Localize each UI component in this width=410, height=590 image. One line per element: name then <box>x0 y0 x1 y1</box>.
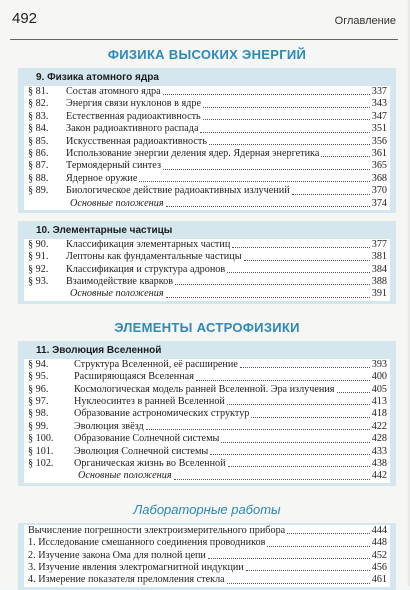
labs-entries <box>24 525 390 587</box>
toc-entry[interactable]: § 86. Использование энергии деления ядер. Ядерная энергетика 361 <box>28 147 387 159</box>
toc-summary-entry[interactable]: Основные положения 374 <box>70 197 387 209</box>
toc-entry[interactable]: 4. Измерение показателя преломления стекла 461 <box>28 574 387 586</box>
toc-entry[interactable]: § 81. Состав атомного ядра 337 <box>28 85 387 97</box>
toc-entry[interactable]: § 84. Закон радиоактивного распада 351 <box>28 123 387 135</box>
chapter-11-block <box>18 341 396 486</box>
labs-block <box>18 523 396 590</box>
toc-entry[interactable]: Вычисление погрешности электроизмерительного прибора 444 <box>28 524 387 536</box>
toc-entry[interactable]: § 83. Естественная радиоактивность 347 <box>28 110 387 122</box>
toc-entry[interactable]: § 92. Классификация и структура адронов 384 <box>28 263 387 275</box>
page-number: 492 <box>12 10 38 27</box>
toc-entry[interactable]: 1. Исследование смешанного соединения проводников 448 <box>28 537 387 549</box>
chapter-title: 9. Физика атомного ядра <box>36 72 159 83</box>
toc-entry[interactable]: § 82. Энергия связи нуклонов в ядре 343 <box>28 98 387 110</box>
toc-entry[interactable]: § 91. Лептоны как фундаментальные частицы 381 <box>28 251 387 263</box>
toc-entry[interactable]: § 87. Термоядерный синтез 365 <box>28 160 387 172</box>
chapter-entries <box>24 86 390 210</box>
toc-summary-entry[interactable]: Основные положения 391 <box>70 288 387 300</box>
toc-entry[interactable]: 3. Изучение явления электромагнитной индукции 456 <box>28 561 387 573</box>
chapter-10-block <box>18 221 396 304</box>
header-rule <box>10 39 398 40</box>
toc-entry[interactable]: § 98. Образование астрономических структур 418 <box>28 408 387 420</box>
toc-entry[interactable]: § 96. Космологическая модель ранней Вселенной. Эра излучения 405 <box>28 383 387 395</box>
toc-entry[interactable]: § 88. Ядерное оружие 368 <box>28 172 387 184</box>
running-head: Оглавление <box>334 15 396 27</box>
toc-summary-entry[interactable]: Основные положения 442 <box>78 470 387 482</box>
page-header <box>10 6 398 34</box>
toc-entry[interactable]: § 100. Образование Солнечной системы 428 <box>28 433 387 445</box>
chapter-entries <box>24 359 390 483</box>
chapter-entries <box>24 239 390 301</box>
toc-entry[interactable]: § 93. Взаимодействие кварков 388 <box>28 276 387 288</box>
toc-entry[interactable]: § 85. Искусственная радиоактивность 356 <box>28 135 387 147</box>
chapter-9-block <box>18 68 396 213</box>
part-title-high-energy: ФИЗИКА ВЫСОКИХ ЭНЕРГИЙ <box>107 47 307 62</box>
toc-entry[interactable]: § 90. Классификация элементарных частиц 377 <box>28 238 387 250</box>
toc-entry[interactable]: § 101. Эволюция Солнечной системы 433 <box>28 445 387 457</box>
toc-entry[interactable]: § 97. Нуклеосинтез в ранней Вселенной 413 <box>28 396 387 408</box>
toc-entry[interactable]: § 99. Эволюция звёзд 422 <box>28 420 387 432</box>
toc-entry[interactable]: § 102. Органическая жизнь во Вселенной 438 <box>28 457 387 469</box>
table-of-contents <box>18 45 396 590</box>
toc-entry[interactable]: § 95. Расширяющаяся Вселенная 400 <box>28 371 387 383</box>
part-title-astrophysics: ЭЛЕМЕНТЫ АСТРОФИЗИКИ <box>114 319 300 335</box>
labs-title: Лабораторные работы <box>133 501 281 517</box>
toc-entry[interactable]: § 94. Структура Вселенной, её расширение 393 <box>28 358 387 370</box>
toc-entry[interactable]: 2. Изучение закона Ома для полной цепи 452 <box>28 549 387 561</box>
chapter-title: 10. Элементарные частицы <box>36 224 173 236</box>
chapter-title: 11. Эволюция Вселенной <box>36 344 162 356</box>
toc-entry[interactable]: § 89. Биологическое действие радиоактивных излучений 370 <box>28 185 387 197</box>
